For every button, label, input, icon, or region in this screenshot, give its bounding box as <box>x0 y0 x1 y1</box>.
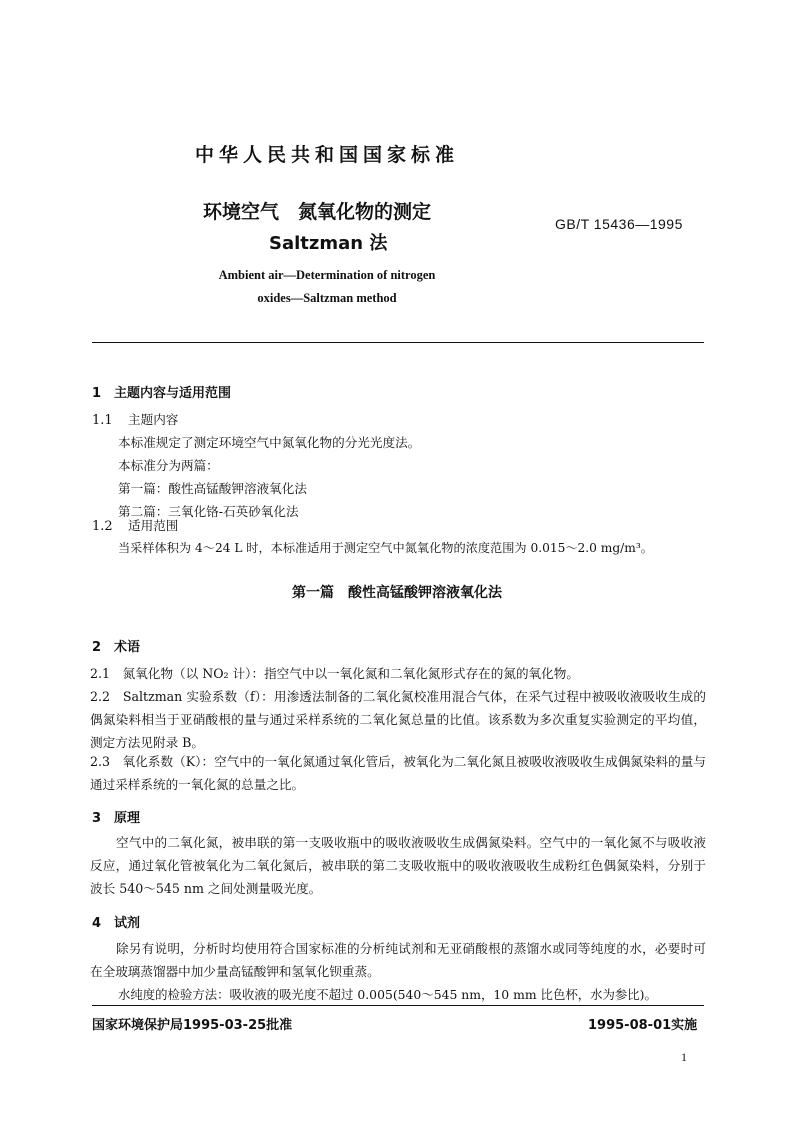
section-1-1-line: 第一篇：酸性高锰酸钾溶液氧化法 <box>118 481 307 496</box>
section-1-1-number: 1.1 <box>92 413 113 428</box>
header-divider <box>92 342 704 343</box>
section-1-2-text: 当采样体积为 4～24 L 时，本标准适用于测定空气中氮氧化物的浓度范围为 0.015～2.0 mg/m³。 <box>118 541 653 555</box>
section-1-2-number: 1.2 <box>92 519 113 534</box>
section-4-paragraph-1: 除另有说明，分析时均使用符合国家标准的分析纯试剂和无亚硝酸根的蒸馏水或同等纯度的水，必要时可在全玻璃蒸馏器中加少量高锰酸钾和氢氧化钡重蒸。 <box>90 941 706 979</box>
section-1-1-line: 本标准规定了测定环境空气中氮氧化物的分光光度法。 <box>118 435 421 450</box>
section-1-2-title: 适用范围 <box>128 518 179 533</box>
section-3-paragraph: 空气中的二氧化氮，被串联的第一支吸收瓶中的吸收液吸收生成偶氮染料。空气中的一氧化氮不与吸收液反应，通过氧化管被氧化为二氧化氮后，被串联的第二支吸收瓶中的吸收液吸收生成粉红色偶氮染料，分别于波长 540～545 nm 之间处测量吸光度。 <box>90 835 706 896</box>
approval-date: 国家环境保护局1995-03-25批准 <box>92 1018 293 1033</box>
section-1-heading: 1 主题内容与适用范围 <box>92 386 232 401</box>
implementation-date: 1995-08-01实施 <box>588 1018 698 1033</box>
page-number: 1 <box>681 1050 687 1064</box>
english-title-line-2: oxides—Saltzman method <box>257 291 397 305</box>
section-4-paragraph-2: 水纯度的检验方法：吸收液的吸光度不超过 0.005(540～545 nm，10 mm 比色杯，水为参比)。 <box>118 987 657 1002</box>
footer-divider <box>92 1005 704 1006</box>
standard-code: GB/T 15436—1995 <box>555 216 683 232</box>
section-1-1-line: 第二篇：三氧化铬-石英砂氧化法 <box>118 504 299 519</box>
document-title-method: Saltzman 法 <box>269 233 388 254</box>
section-4-heading: 4 试剂 <box>92 916 141 931</box>
section-1-1-title: 主题内容 <box>128 412 179 427</box>
country-standard-heading: 中华人民共和国国家标准 <box>194 144 459 166</box>
part-1-title: 第一篇 酸性高锰酸钾溶液氧化法 <box>292 585 502 601</box>
english-title-line-1: Ambient air—Determination of nitrogen <box>218 268 436 282</box>
section-2-1-paragraph: 2.1 氮氧化物（以 NO₂ 计）：指空气中以一氧化氮和二氧化氮形式存在的氮的氧化物。 <box>90 666 579 681</box>
section-1-1-line: 本标准分为两篇： <box>118 458 219 473</box>
section-2-2-paragraph: 2.2 Saltzman 实验系数（f）：用渗透法制备的二氧化氮校准用混合气体，在采气过程中被吸收液吸收生成的偶氮染料相当于亚硝酸根的量与通过采样系统的二氧化氮总量的比值。该系数为多次重复实验测定的平均值，测定方法见附录 B。 <box>90 689 706 750</box>
section-2-3-paragraph: 2.3 氧化系数（K）：空气中的一氧化氮通过氧化管后，被氧化为二氧化氮且被吸收液吸收生成偶氮染料的量与通过采样系统的一氧化氮的总量之比。 <box>90 754 706 792</box>
section-3-heading: 3 原理 <box>92 811 141 826</box>
document-title: 环境空气 氮氧化物的测定 <box>203 201 432 223</box>
section-2-heading: 2 术语 <box>92 640 141 655</box>
